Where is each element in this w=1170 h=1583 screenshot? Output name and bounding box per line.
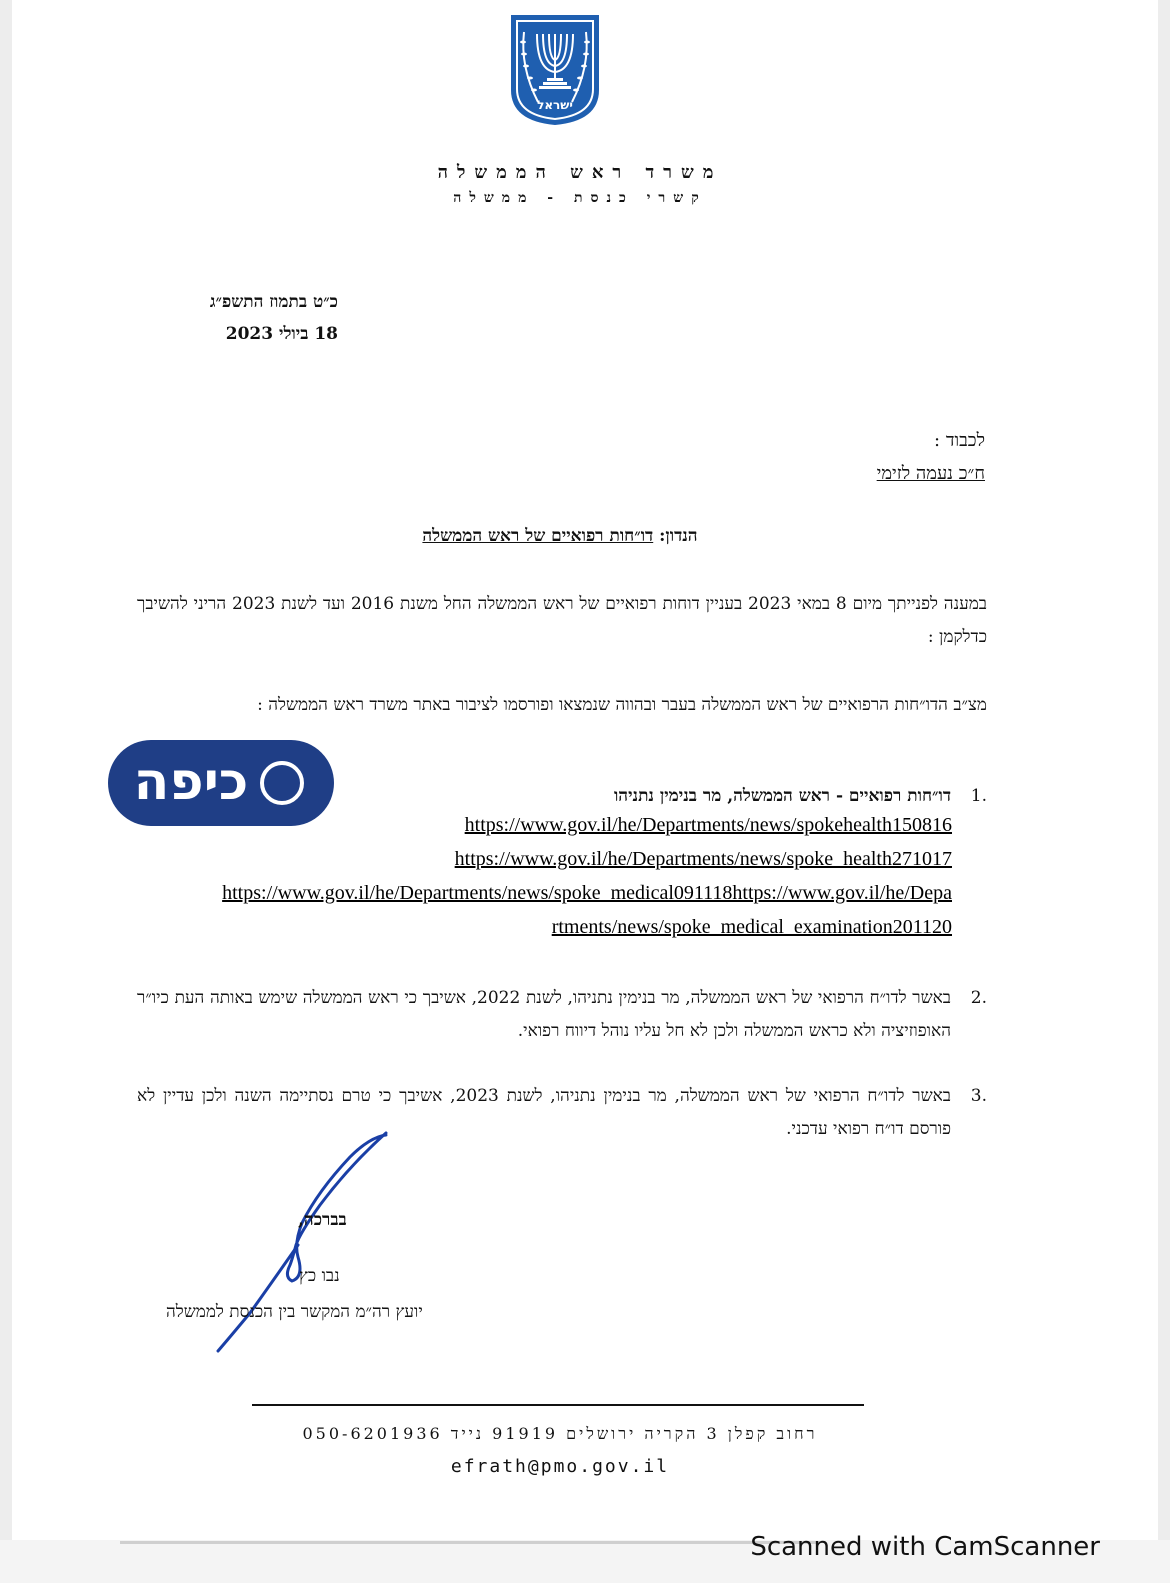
recipient-label: לכבוד :	[934, 430, 985, 451]
item-number: .1	[970, 786, 987, 806]
paragraph-attached: מצ״ב הדו״חות הרפואיים של ראש הממשלה בעבר ובהווה שנמצאו ופורסמו לציבור באתר משרד ראש הממשלה :	[257, 695, 987, 715]
footer-divider	[252, 1404, 864, 1406]
signer-title: יועץ רה״מ המקשר בין הכנסת לממשלה	[166, 1302, 423, 1322]
office-name: משרד ראש הממשלה	[437, 162, 723, 183]
scan-bottom-edge	[120, 1541, 820, 1544]
report-link[interactable]: https://www.gov.il/he/Departments/news/spoke_medical091118https://www.gov.il/he/Depa	[222, 882, 952, 904]
state-emblem-menorah-icon	[508, 12, 602, 128]
paragraph-intro: במענה לפנייתך מיום 8 במאי 2023 בעניין דוחות רפואיים של ראש הממשלה החל משנת 2016 ועד לשנת 2023 הריני להשיבך כדלקמן :	[137, 594, 987, 647]
date-gregorian: 18 ביולי 2023	[225, 324, 338, 344]
item-text: באשר לדו״ח הרפואי של ראש הממשלה, מר בנימין נתניהו, לשנת 2023, אשיבך כי טרם נסתיימה השנה ולכן עדיין לא פורסם דו״ח רפואי עדכני.	[137, 1086, 952, 1139]
kipa-logo-badge	[108, 740, 334, 826]
report-link[interactable]: rtments/news/spoke_medical_examination201120	[551, 916, 952, 938]
footer-address: רחוב קפלן 3 הקריה ירושלים 91919 נייד 050-6201936	[302, 1424, 818, 1443]
subject-line	[300, 526, 820, 546]
kipa-logo-text: כיפה	[133, 752, 249, 812]
report-link[interactable]: https://www.gov.il/he/Departments/news/spokehealth150816	[464, 814, 952, 836]
signer-name: נבו כץ	[299, 1266, 340, 1286]
report-link[interactable]: https://www.gov.il/he/Departments/news/spoke_health271017	[454, 848, 952, 870]
item-text: באשר לדו״ח הרפואי של ראש הממשלה, מר בנימין נתניהו, לשנת 2022, אשיבך כי ראש הממשלה שימש באותה העת כיו״ר האופוזיציה ולא כראש הממשלה ולכן לא חל עליו נוהל דיווח רפואי.	[137, 988, 951, 1041]
camscanner-watermark: Scanned with CamScanner	[750, 1532, 1100, 1562]
list-item	[137, 982, 987, 1048]
page-edge-right	[1158, 0, 1170, 1583]
subject-label: הנדון:	[653, 526, 698, 546]
item-number: .2	[970, 988, 987, 1008]
date-hebrew: כ״ט בתמוז התשפ״ג	[209, 292, 338, 312]
medical-report-links	[136, 808, 952, 944]
emblem-text: ישראל	[537, 98, 573, 112]
item-number: .3	[970, 1086, 987, 1106]
closing-greeting: בברכה,	[298, 1210, 347, 1230]
recipient-name: ח״כ נעמה לזימי	[876, 463, 985, 484]
item-text: דו״חות רפואיים - ראש הממשלה, מר בנימין נתניהו	[613, 786, 951, 806]
kipa-logo-ring-icon	[260, 761, 304, 805]
office-subtitle: קשרי כנסת - ממשלה	[453, 190, 707, 206]
page-edge-left	[0, 0, 12, 1583]
subject-text: דו״חות רפואיים של ראש הממשלה	[422, 526, 654, 546]
footer-email: efrath@pmo.gov.il	[450, 1456, 670, 1477]
